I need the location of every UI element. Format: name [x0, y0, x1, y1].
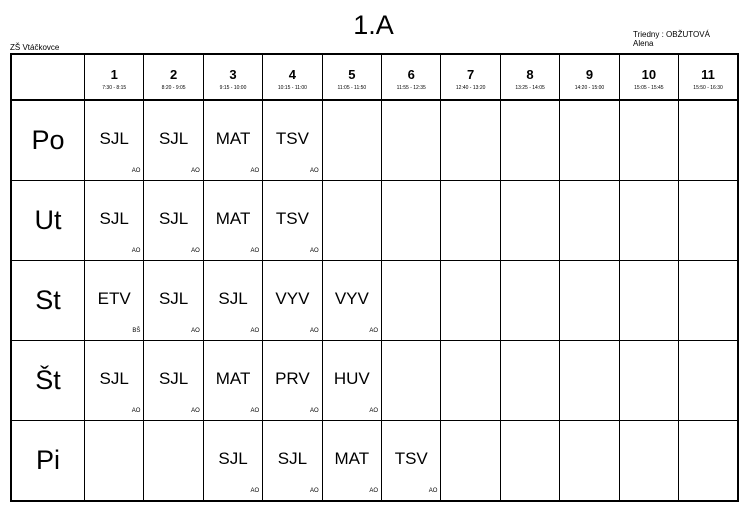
lesson-teacher: AO: [191, 328, 200, 334]
lesson-cell: [85, 181, 144, 261]
lesson-cell: [560, 100, 619, 181]
lesson-cell: [441, 261, 500, 341]
lesson-teacher: AO: [191, 168, 200, 174]
lesson-cell: [619, 100, 678, 181]
lesson-cell: [322, 261, 381, 341]
period-time: 12:40 - 13:20: [455, 85, 486, 91]
lesson-cell: [441, 181, 500, 261]
period-time: 11:05 - 11:50: [337, 85, 367, 91]
lesson-teacher: BŠ: [132, 328, 141, 334]
period-number: 7: [467, 67, 475, 82]
lesson-cell: [322, 181, 381, 261]
period-number: 10: [641, 67, 657, 82]
day-row: [11, 100, 738, 181]
lesson-cell: [85, 341, 144, 421]
lesson-cell: [619, 181, 678, 261]
period-number: 4: [288, 67, 297, 82]
lesson-cell: [441, 100, 500, 181]
lesson-cell: [441, 341, 500, 421]
lesson-subject: HUV: [333, 369, 370, 388]
period-time: 11:55 - 12:35: [396, 85, 426, 91]
lesson-subject: SJL: [99, 209, 129, 228]
lesson-subject: SJL: [158, 129, 189, 148]
lesson-subject: VYV: [275, 289, 310, 308]
day-label: Št: [11, 341, 85, 421]
lesson-subject: SJL: [99, 369, 129, 388]
lesson-cell: [500, 261, 559, 341]
period-number: 5: [348, 67, 356, 82]
lesson-cell: [144, 421, 203, 502]
lesson-cell: [500, 181, 559, 261]
lesson-cell: [560, 421, 619, 502]
lesson-subject: MAT: [334, 449, 370, 468]
lesson-cell: [263, 181, 322, 261]
lesson-teacher: AO: [309, 408, 319, 414]
period-header-10: [619, 54, 678, 100]
lesson-cell: [263, 421, 322, 502]
lesson-subject: TSV: [394, 449, 428, 468]
lesson-teacher: AO: [309, 488, 319, 494]
lesson-subject: MAT: [215, 129, 251, 148]
period-number: 8: [526, 67, 534, 82]
lesson-teacher: AO: [191, 248, 200, 254]
lesson-teacher: AO: [131, 408, 141, 414]
lesson-cell: [322, 100, 381, 181]
lesson-cell: [619, 261, 678, 341]
period-time: 8:20 - 9:05: [161, 85, 186, 91]
lesson-teacher: AO: [131, 248, 141, 254]
lesson-subject: SJL: [158, 289, 189, 308]
lesson-subject: MAT: [215, 209, 251, 228]
lesson-subject: PRV: [275, 369, 310, 388]
lesson-cell: [679, 100, 738, 181]
lesson-teacher: AO: [369, 408, 379, 414]
day-label: Po: [11, 100, 85, 181]
lesson-cell: [85, 421, 144, 502]
lesson-cell: [263, 341, 322, 421]
lesson-cell: [500, 341, 559, 421]
day-label: St: [11, 261, 85, 341]
lesson-teacher: AO: [191, 408, 200, 414]
lesson-teacher: AO: [309, 168, 319, 174]
period-time: 15:05 - 15:45: [634, 85, 664, 91]
lesson-teacher: AO: [309, 328, 319, 334]
lesson-teacher: AO: [250, 408, 260, 414]
period-header-2: [144, 54, 203, 100]
period-number: 1: [110, 67, 118, 82]
corner-cell: [11, 54, 85, 100]
lesson-cell: [144, 261, 203, 341]
lesson-cell: [203, 181, 262, 261]
lesson-cell: [560, 261, 619, 341]
lesson-cell: [679, 261, 738, 341]
lesson-subject: SJL: [218, 289, 248, 308]
period-number: 6: [407, 67, 415, 82]
lesson-cell: [679, 421, 738, 502]
day-row: [11, 421, 738, 502]
period-header-7: [441, 54, 500, 100]
lesson-subject: MAT: [215, 369, 251, 388]
lesson-cell: [560, 341, 619, 421]
page-title: 1.A: [353, 10, 394, 40]
lesson-teacher: AO: [250, 168, 260, 174]
lesson-cell: [382, 341, 441, 421]
lesson-subject: SJL: [158, 209, 189, 228]
lesson-teacher: AO: [428, 488, 438, 494]
lesson-subject: ETV: [97, 289, 131, 308]
period-header-11: [679, 54, 738, 100]
period-header-5: [322, 54, 381, 100]
lesson-cell: [85, 100, 144, 181]
period-header-6: [382, 54, 441, 100]
lesson-subject: VYV: [334, 289, 369, 308]
day-label: Pi: [11, 421, 85, 502]
lesson-teacher: AO: [250, 488, 260, 494]
lesson-teacher: AO: [131, 168, 141, 174]
lesson-cell: [203, 341, 262, 421]
lesson-cell: [382, 100, 441, 181]
lesson-subject: TSV: [275, 209, 309, 228]
lesson-cell: [322, 421, 381, 502]
lesson-cell: [560, 181, 619, 261]
day-label: Ut: [11, 181, 85, 261]
lesson-cell: [619, 341, 678, 421]
lesson-cell: [679, 341, 738, 421]
lesson-cell: [144, 181, 203, 261]
lesson-teacher: AO: [250, 328, 260, 334]
lesson-teacher: AO: [309, 248, 319, 254]
period-header-3: [203, 54, 262, 100]
timetable: [10, 53, 739, 502]
class-teacher-name: Alena: [633, 39, 654, 48]
lesson-cell: [500, 421, 559, 502]
period-header-8: [500, 54, 559, 100]
lesson-subject: SJL: [99, 129, 129, 148]
lesson-cell: [500, 100, 559, 181]
period-header-9: [560, 54, 619, 100]
lesson-cell: [203, 100, 262, 181]
lesson-cell: [382, 181, 441, 261]
period-time: 9:15 - 10:00: [219, 85, 247, 91]
lesson-teacher: AO: [369, 488, 379, 494]
lesson-subject: TSV: [275, 129, 309, 148]
lesson-cell: [619, 421, 678, 502]
lesson-teacher: AO: [250, 248, 260, 254]
period-number: 9: [585, 67, 594, 82]
lesson-cell: [144, 341, 203, 421]
lesson-subject: SJL: [158, 369, 189, 388]
period-header-row: [11, 54, 738, 100]
class-teacher: [633, 30, 710, 48]
period-time: 14:20 - 15:00: [574, 85, 605, 91]
lesson-cell: [203, 421, 262, 502]
day-row: [11, 181, 738, 261]
period-time: 7:30 - 8:15: [102, 85, 127, 91]
period-number: 2: [169, 67, 178, 82]
lesson-cell: [263, 100, 322, 181]
lesson-cell: [85, 261, 144, 341]
period-time: 13:25 - 14:05: [515, 85, 545, 91]
lesson-cell: [203, 261, 262, 341]
lesson-cell: [263, 261, 322, 341]
school-name: ZŠ Vtáčkovce: [10, 43, 60, 52]
period-time: 10:15 - 11:00: [277, 85, 307, 91]
lesson-cell: [382, 421, 441, 502]
period-header-1: [85, 54, 144, 100]
lesson-subject: SJL: [218, 449, 248, 468]
period-number: 3: [229, 67, 237, 82]
period-number: 11: [701, 67, 715, 82]
period-time: 15:50 - 16:30: [693, 85, 723, 91]
day-row: [11, 341, 738, 421]
lesson-cell: [441, 421, 500, 502]
lesson-subject: SJL: [277, 449, 308, 468]
lesson-teacher: AO: [369, 328, 379, 334]
lesson-cell: [679, 181, 738, 261]
lesson-cell: [144, 100, 203, 181]
period-header-4: [263, 54, 322, 100]
class-teacher-label: Triedny : OBŽUTOVÁ: [633, 30, 710, 39]
lesson-cell: [382, 261, 441, 341]
lesson-cell: [322, 341, 381, 421]
day-row: [11, 261, 738, 341]
